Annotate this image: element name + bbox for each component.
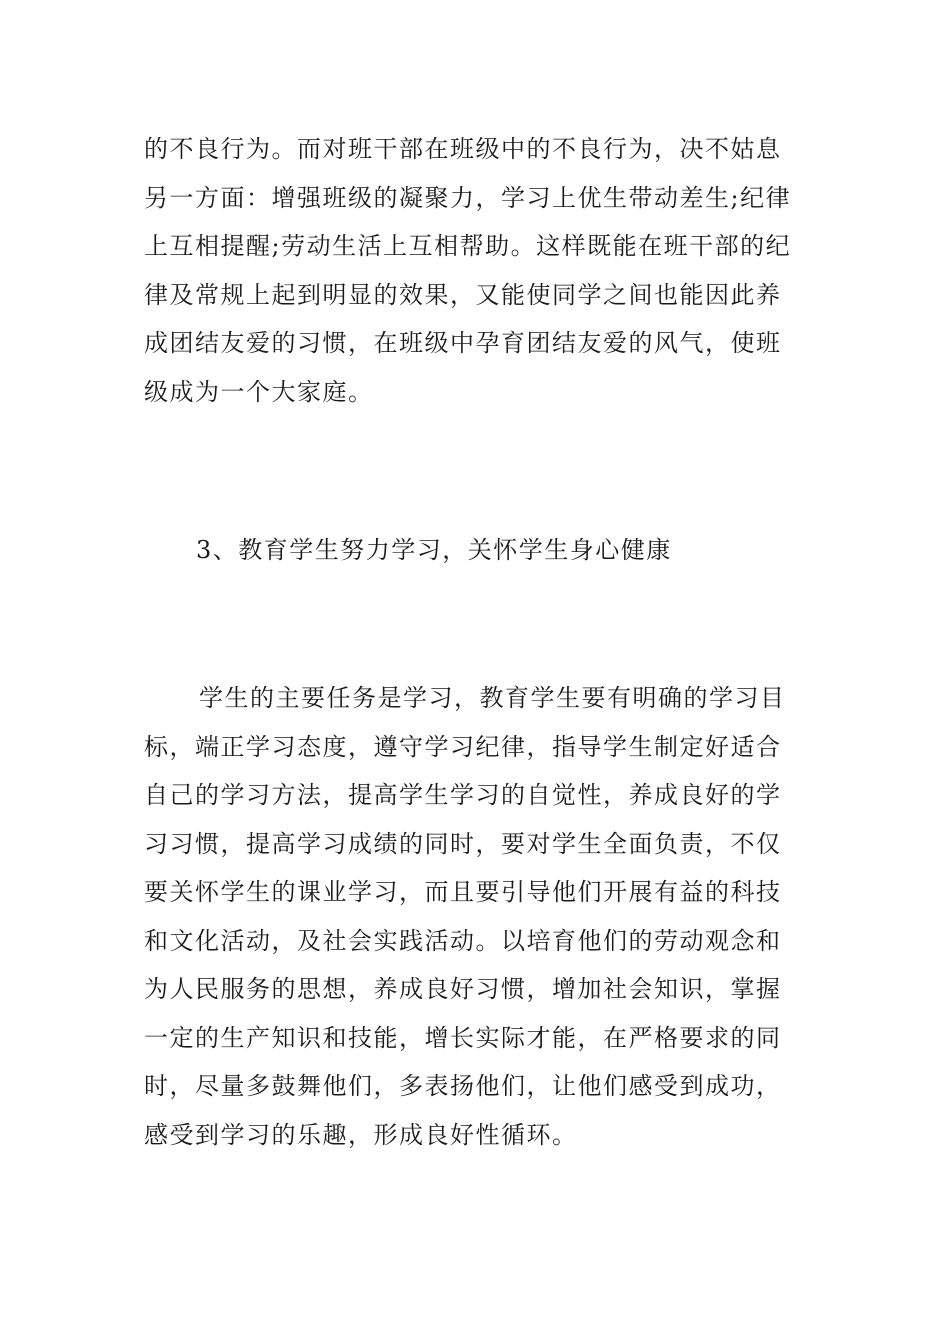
paragraph-class-cohesion: [144, 125, 814, 416]
text-line: 学生的主要任务是学习，教育学生要有明确的学习目: [199, 684, 786, 712]
paragraph-study-guidance: [144, 674, 814, 1159]
text-line: 成团结友爱的习惯，在班级中孕育团结友爱的风气，使班: [144, 329, 782, 357]
text-line: 和文化活动，及社会实践活动。以培育他们的劳动观念和: [144, 926, 782, 955]
text-line: 要关怀学生的课业学习，而且要引导他们开展有益的科技: [144, 878, 782, 906]
text-line: 律及常规上起到明显的效果，又能使同学之间也能因此养: [144, 280, 782, 309]
text-line: 时，尽量多鼓舞他们，多表扬他们，让他们感受到成功，: [144, 1072, 782, 1100]
section-heading: [144, 526, 814, 575]
text-line: 一定的生产知识和技能，增长实际才能，在严格要求的同: [144, 1023, 782, 1052]
text-line: 另一方面：增强班级的凝聚力，学习上优生带动差生;纪律: [144, 183, 792, 212]
text-line: 自己的学习方法，提高学生学习的自觉性，养成良好的学: [144, 781, 782, 809]
text-line: 标，端正学习态度，遵守学习纪律，指导学生制定好适合: [144, 732, 782, 761]
text-line: 上互相提醒;劳动生活上互相帮助。这样既能在班干部的纪: [144, 232, 792, 260]
text-line: 习习惯，提高学习成绩的同时，要对学生全面负责，不仅: [144, 829, 782, 858]
text-line: 级成为一个大家庭。: [144, 377, 374, 406]
text-line: 的不良行为。而对班干部在班级中的不良行为，决不姑息: [144, 135, 782, 163]
text-line: 为人民服务的思想，养成良好习惯，增加社会知识，掌握: [144, 975, 782, 1003]
text-line: 感受到学习的乐趣，形成良好性循环。: [144, 1120, 578, 1149]
section-heading-text: 3、教育学生努力学习，关怀学生身心健康: [196, 536, 672, 564]
